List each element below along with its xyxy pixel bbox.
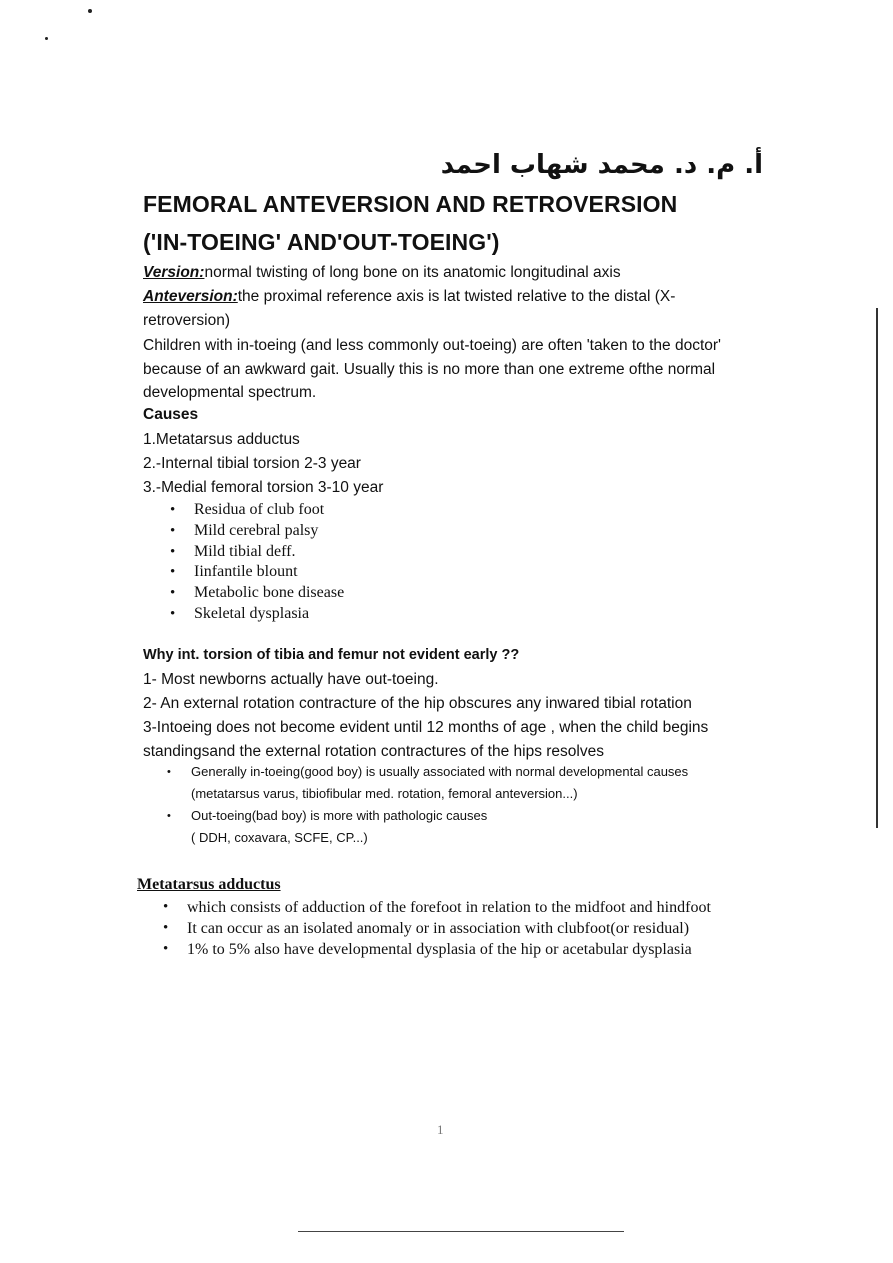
why-notes — [167, 761, 787, 849]
list-item: • Mild cerebral palsy — [170, 521, 344, 542]
causes-list — [143, 428, 383, 500]
scan-speck-left — [45, 37, 48, 40]
metatarsus-list — [163, 897, 783, 960]
scan-speck-top — [88, 9, 92, 13]
version-term: Version: — [143, 264, 205, 281]
list-item: • Residua of club foot — [170, 500, 344, 521]
list-item: 3.-Medial femoral torsion 3-10 year — [143, 479, 384, 496]
page-number: 1 — [437, 1122, 444, 1137]
list-item: • 1% to 5% also have developmental dysplasia of the hip or acetabular dysplasia — [163, 939, 783, 960]
page-title-line-1: FEMORAL ANTEVERSION AND RETROVERSION — [143, 191, 678, 217]
list-item: 1- Most newborns actually have out-toeing. — [143, 671, 439, 688]
intro-paragraph: Children with in-toeing (and less commonly out-toeing) are often 'taken to the doctor' because of an awkward gait. Usually this is no more than one extreme ofthe normal developmental spectrum. — [143, 337, 722, 401]
list-item: • which consists of adduction of the forefoot in relation to the midfoot and hindfoot — [163, 897, 783, 918]
list-item: 1.Metatarsus adductus — [143, 431, 300, 448]
metatarsus-heading: Metatarsus adductus — [137, 876, 281, 893]
why-list — [143, 668, 743, 764]
list-item: 3-Intoeing does not become evident until 12 months of age , when the child begins standingsand the external rotation contractures of the hips resolves — [143, 719, 709, 760]
anteversion-text: the proximal reference axis is lat twisted relative to the distal (X-retroversion) — [143, 288, 676, 329]
list-item: 2.-Internal tibial torsion 2-3 year — [143, 455, 361, 472]
anteversion-term: Anteversion: — [143, 288, 238, 305]
version-text: normal twisting of long bone on its anatomic longitudinal axis — [204, 264, 621, 281]
note-line: ( DDH, coxavara, SCFE, CP...) — [191, 830, 368, 845]
causes-heading: Causes — [143, 406, 199, 423]
author-name: أ. م. د. محمد شهاب احمد — [440, 150, 763, 180]
note-line: (metatarsus varus, tibiofibular med. rotation, femoral anteversion...) — [191, 786, 578, 801]
list-item: • Iinfantile blount — [170, 562, 344, 583]
note-line: • Generally in-toeing(good boy) is usually associated with normal developmental causes — [191, 764, 689, 779]
list-item: • It can occur as an isolated anomaly or in association with clubfoot(or residual) — [163, 918, 783, 939]
list-item — [167, 761, 787, 805]
list-item: • Skeletal dysplasia — [170, 604, 344, 625]
anteversion-definition — [143, 285, 683, 332]
list-item: • Metabolic bone disease — [170, 583, 344, 604]
scan-edge-line — [876, 308, 878, 828]
list-item: • Mild tibial deff. — [170, 542, 344, 563]
version-definition — [143, 261, 763, 285]
footer-rule — [298, 1231, 624, 1232]
page-title-line-2: ('IN-TOEING' AND'OUT-TOEING') — [143, 229, 500, 255]
causes-sub-list — [170, 500, 344, 625]
why-heading: Why int. torsion of tibia and femur not evident early ?? — [143, 647, 520, 663]
note-line: • Out-toeing(bad boy) is more with pathologic causes — [191, 808, 488, 823]
list-item: 2- An external rotation contracture of the hip obscures any inwared tibial rotation — [143, 695, 692, 712]
list-item — [167, 805, 787, 849]
